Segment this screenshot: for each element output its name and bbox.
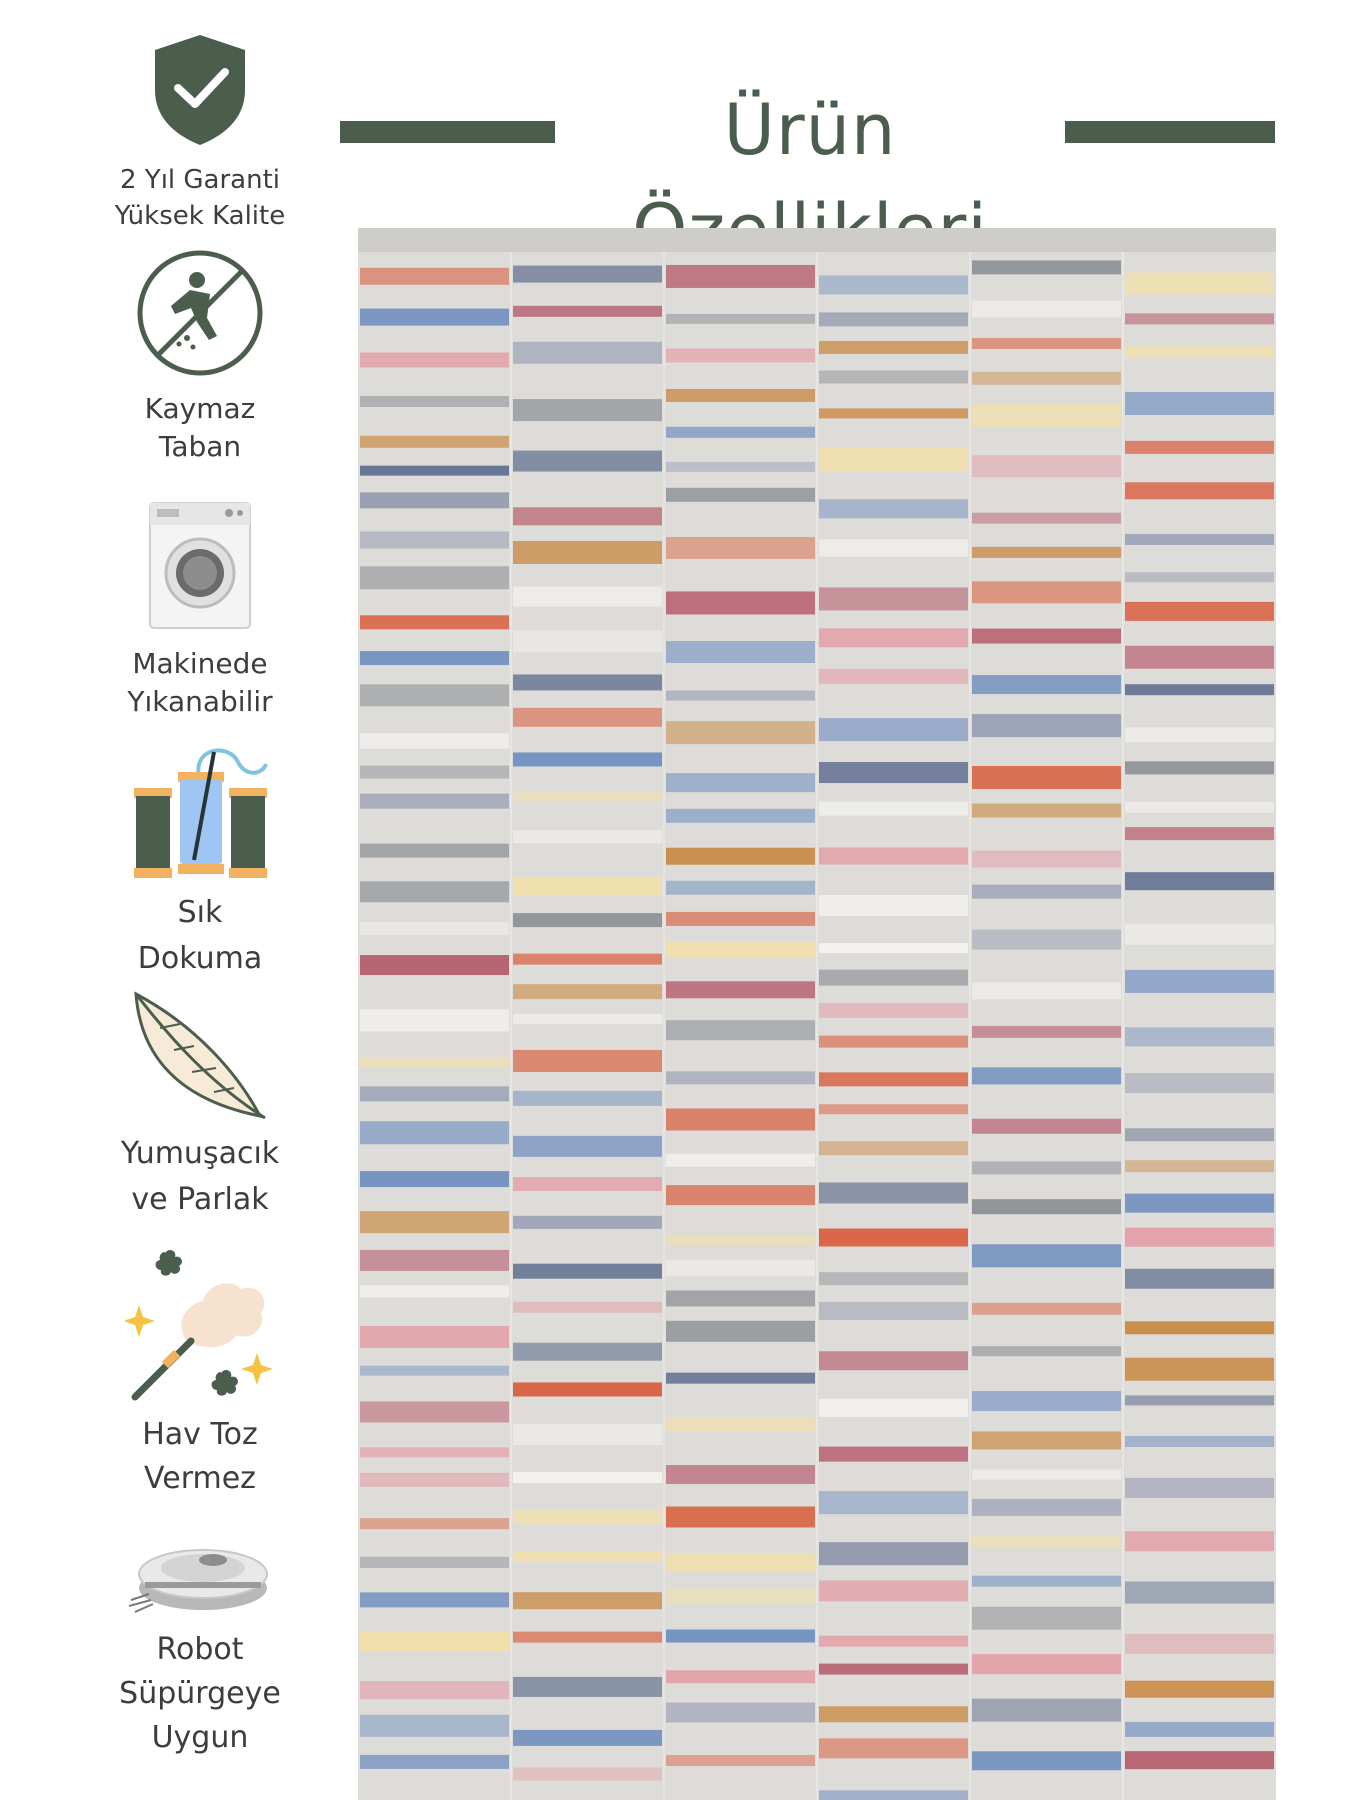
rug-stripe xyxy=(972,547,1121,558)
rug-stripe xyxy=(666,1465,815,1484)
rug-stripe xyxy=(360,1009,509,1031)
rug-stripe xyxy=(972,851,1121,868)
rug-stripe xyxy=(360,1401,509,1422)
rug-stripe xyxy=(972,1751,1121,1770)
rug-stripe xyxy=(819,499,968,518)
rug-stripe xyxy=(972,1161,1121,1174)
rug-stripe xyxy=(1125,1681,1274,1698)
feature-machine-wash-line-2: Yıkanabilir xyxy=(127,685,273,718)
rug-stripe xyxy=(972,455,1121,477)
rug-stripe xyxy=(666,881,815,895)
rug-stripe xyxy=(819,848,968,865)
rug-stripe xyxy=(819,1636,968,1647)
rug-stripe xyxy=(360,268,509,285)
rug-stripe xyxy=(513,1592,662,1609)
rug-stripe xyxy=(972,1499,1121,1516)
rug-stripe xyxy=(666,1703,815,1723)
shield-check-icon xyxy=(145,30,255,150)
rug-stripe xyxy=(513,630,662,652)
rug-stripe xyxy=(819,1447,968,1462)
rug-stripe xyxy=(819,1272,968,1285)
rug-stripe xyxy=(1125,802,1274,813)
rug-stripe xyxy=(972,372,1121,385)
rug-stripe xyxy=(972,1535,1121,1548)
rug-stripe xyxy=(819,1351,968,1370)
rug-stripe xyxy=(819,1790,968,1800)
rug-stripe xyxy=(513,1050,662,1072)
rug-stripe xyxy=(513,1091,662,1106)
rug-stripe xyxy=(666,1236,815,1246)
rug-stripe xyxy=(666,942,815,957)
rug-stripe xyxy=(513,1343,662,1361)
rug-stripe xyxy=(666,1185,815,1205)
rug-stripe xyxy=(666,1071,815,1084)
rug-stripe xyxy=(1125,313,1274,324)
rug-stripe xyxy=(513,1177,662,1191)
rug-stripe xyxy=(972,338,1121,349)
rug-stripe xyxy=(972,629,1121,644)
rug-stripe xyxy=(972,1699,1121,1722)
rug-stripe xyxy=(666,389,815,402)
feature-no-shedding-line-1: Hav Toz xyxy=(142,1417,258,1452)
rug-stripe xyxy=(513,1677,662,1697)
rug-stripe xyxy=(666,591,815,614)
rug-stripe xyxy=(666,1630,815,1643)
rug-stripe xyxy=(360,651,509,665)
rug-stripe xyxy=(1125,1269,1274,1289)
rug-stripe xyxy=(1125,1634,1274,1654)
rug-stripe xyxy=(1125,761,1274,774)
rug-stripe xyxy=(513,1510,662,1524)
rug-stripe xyxy=(1125,924,1274,945)
rug-stripe xyxy=(972,1067,1121,1084)
rug-stripe xyxy=(360,309,509,326)
rug-stripe xyxy=(666,1154,815,1167)
rug-stripe xyxy=(360,794,509,809)
rug-stripe xyxy=(666,314,815,324)
rug-stripe xyxy=(513,954,662,965)
rug-stripe xyxy=(513,1216,662,1229)
rug-stripe xyxy=(513,342,662,364)
title-bar-left xyxy=(340,121,555,143)
rug-stripe xyxy=(666,1506,815,1527)
rug-stripe xyxy=(1125,1751,1274,1769)
rug-stripe xyxy=(666,537,815,559)
rug-stripe xyxy=(513,792,662,802)
rug-stripe xyxy=(819,1228,968,1246)
rug-stripe xyxy=(819,539,968,556)
rug-stripe xyxy=(360,1326,509,1348)
rug-stripe xyxy=(513,708,662,727)
feature-non-slip-line-2: Taban xyxy=(158,430,242,463)
rug-stripe xyxy=(360,766,509,779)
rug-stripe xyxy=(666,1588,815,1604)
rug-stripe xyxy=(513,1302,662,1313)
rug-stripe xyxy=(360,1447,509,1457)
rug-stripe xyxy=(360,1250,509,1271)
rug-stripe xyxy=(1125,1478,1274,1498)
title-bar-right xyxy=(1065,121,1275,143)
rug-stripe xyxy=(1125,872,1274,890)
rug-stripe xyxy=(360,955,509,975)
feature-list xyxy=(100,20,300,1800)
rug-stripe xyxy=(513,830,662,843)
rug-stripe xyxy=(360,396,509,407)
rug-stripe xyxy=(1125,346,1274,358)
rug-stripe xyxy=(360,1592,509,1607)
rug-stripe xyxy=(819,1706,968,1722)
rug-stripe xyxy=(972,513,1121,524)
rug-stripe xyxy=(972,1431,1121,1449)
rug-stripe xyxy=(360,532,509,549)
feature-robot-vacuum-line-1: Robot xyxy=(156,1632,244,1667)
rug-stripe xyxy=(972,1607,1121,1630)
rug-stripe xyxy=(819,718,968,741)
rug-stripe xyxy=(819,669,968,684)
rug-stripe xyxy=(972,1654,1121,1674)
rug-stripe xyxy=(513,1730,662,1746)
rug-stripe xyxy=(360,1518,509,1529)
rug-stripe xyxy=(972,675,1121,694)
rug-stripe xyxy=(513,674,662,690)
rug-stripe xyxy=(666,981,815,998)
rug-stripe xyxy=(972,1303,1121,1315)
rug-stripe xyxy=(360,1681,509,1699)
feature-warranty xyxy=(100,30,300,234)
rug-stripe xyxy=(513,306,662,317)
rug-stripe xyxy=(819,1104,968,1114)
rug-stripe xyxy=(513,1424,662,1445)
rug-stripe xyxy=(819,1399,968,1417)
rug-stripe xyxy=(972,581,1121,603)
rug-stripe xyxy=(360,1366,509,1376)
feature-robot-vacuum-line-3: Uygun xyxy=(151,1720,249,1755)
rug-stripe xyxy=(819,1738,968,1758)
rug-stripe xyxy=(360,566,509,589)
rug-stripe xyxy=(819,408,968,418)
rug-stripe xyxy=(972,982,1121,999)
rug-stripe xyxy=(360,1755,509,1769)
feature-no-shedding xyxy=(100,1245,300,1501)
rug-stripe xyxy=(819,895,968,916)
rug-stripe xyxy=(666,427,815,438)
rug-stripe xyxy=(1125,392,1274,415)
rug-stripe xyxy=(819,1036,968,1048)
rug-stripe xyxy=(666,265,815,288)
rug-stripe xyxy=(360,1473,509,1487)
rug-stripe xyxy=(819,312,968,326)
rug-image xyxy=(358,228,1276,1800)
rug-stripe xyxy=(1125,646,1274,669)
rug-stripe xyxy=(1125,1194,1274,1213)
rug-stripe xyxy=(819,1580,968,1601)
rug-stripe xyxy=(819,275,968,294)
rug-stripe xyxy=(819,448,968,471)
rug-stripe xyxy=(972,1119,1121,1134)
rug-stripe xyxy=(513,587,662,607)
rug-stripe xyxy=(360,734,509,749)
rug-stripe xyxy=(360,1058,509,1068)
rug-stripe xyxy=(666,641,815,663)
rug-stripe xyxy=(972,1576,1121,1587)
rug-stripe xyxy=(360,1715,509,1737)
rug-stripe xyxy=(972,885,1121,899)
rug-stripe xyxy=(513,1551,662,1562)
feature-warranty-line-1: 2 Yıl Garanti xyxy=(120,165,280,195)
page-title xyxy=(340,80,1275,190)
rug-stripe xyxy=(1125,970,1274,993)
rug-stripe xyxy=(1125,482,1274,499)
rug-stripe xyxy=(972,1391,1121,1411)
rug-stripe xyxy=(666,721,815,744)
feature-soft-shiny xyxy=(100,988,300,1223)
feature-non-slip xyxy=(100,248,300,466)
rug-stripe xyxy=(1125,1228,1274,1247)
rug-stripe xyxy=(360,436,509,448)
rug-stripe xyxy=(1125,1321,1274,1334)
rug-stripe xyxy=(819,1491,968,1514)
rug-stripe xyxy=(972,260,1121,274)
rug-stripe xyxy=(819,970,968,986)
feature-non-slip-line-1: Kaymaz xyxy=(144,392,256,425)
rug-stripe xyxy=(1125,272,1274,294)
duster-icon xyxy=(125,1245,275,1405)
rug-stripe xyxy=(819,1182,968,1203)
washing-machine-icon xyxy=(145,498,255,633)
rug-stripe xyxy=(972,1470,1121,1480)
feature-machine-wash xyxy=(100,498,300,721)
rug-stripe xyxy=(1125,572,1274,582)
rug-stripe xyxy=(819,1664,968,1675)
rug-stripe xyxy=(819,1141,968,1155)
rug-stripe xyxy=(1125,1358,1274,1381)
rug-stripe xyxy=(819,628,968,647)
rug-stripe xyxy=(666,691,815,701)
feature-icon xyxy=(130,988,270,1123)
feature-machine-wash-line-1: Makinede xyxy=(132,647,268,680)
rug-stripe xyxy=(1125,1128,1274,1141)
rug-stripe xyxy=(1125,1436,1274,1447)
rug-stripe xyxy=(513,913,662,927)
rug-stripe xyxy=(666,1373,815,1384)
rug-stripe xyxy=(360,1557,509,1568)
rug-stripe xyxy=(666,348,815,362)
rug-stripe xyxy=(360,492,509,508)
rug-stripe xyxy=(666,1554,815,1572)
rug-stripe xyxy=(360,1285,509,1297)
rug-stripe xyxy=(360,1171,509,1187)
rug-stripe xyxy=(360,881,509,902)
rug-stripe xyxy=(1125,684,1274,695)
rug-stripe xyxy=(1125,1531,1274,1551)
rug-stripe xyxy=(1125,534,1274,545)
robot-vacuum-icon xyxy=(125,1530,275,1620)
rug-stripe xyxy=(666,1418,815,1431)
rug-stripe xyxy=(360,1086,509,1101)
rug-stripe xyxy=(666,1290,815,1306)
rug-stripe xyxy=(1125,727,1274,742)
rug-stripe xyxy=(819,1542,968,1565)
rug-stripe xyxy=(360,615,509,629)
feature-warranty-line-2: Yüksek Kalite xyxy=(114,201,286,231)
rug-stripe xyxy=(972,1346,1121,1356)
rug-stripe xyxy=(819,762,968,783)
rug-stripe xyxy=(972,404,1121,427)
title-text: Ürün xyxy=(723,89,897,171)
rug-stripe xyxy=(1125,602,1274,621)
rug-stripe xyxy=(819,341,968,354)
rug-stripe xyxy=(666,488,815,502)
rug-stripe xyxy=(819,943,968,953)
rug-stripe xyxy=(513,541,662,564)
feature-soft-shiny-line-1: Yumuşacık xyxy=(120,1136,280,1171)
rug-stripe xyxy=(666,1260,815,1276)
rug-stripe xyxy=(1125,1582,1274,1604)
rug-stripe xyxy=(666,809,815,823)
rug-stripe xyxy=(360,1121,509,1144)
thread-spools-icon xyxy=(128,740,273,880)
rug-stripe xyxy=(513,1768,662,1781)
feature-robot-vacuum xyxy=(100,1530,300,1760)
rug-stripe xyxy=(513,1014,662,1024)
rug-stripe xyxy=(360,353,509,368)
rug-stripe xyxy=(513,877,662,895)
rug-stripe xyxy=(513,399,662,421)
rug-stripe xyxy=(360,1211,509,1233)
rug-stripe xyxy=(666,1108,815,1130)
feature-dense-weave-line-2: Dokuma xyxy=(137,941,263,976)
rug-stripe xyxy=(360,844,509,858)
rug-stripe xyxy=(666,773,815,792)
rug-stripe xyxy=(513,1136,662,1157)
rug-stripe xyxy=(666,1670,815,1683)
rug-stripe xyxy=(1125,1160,1274,1172)
rug-stripe xyxy=(666,462,815,472)
rug-stripe xyxy=(819,1072,968,1086)
feature-soft-shiny-line-2: ve Parlak xyxy=(131,1182,269,1217)
rug-stripe xyxy=(513,1382,662,1396)
no-slip-icon xyxy=(135,248,265,378)
rug-stripe xyxy=(972,301,1121,318)
rug-stripe xyxy=(1125,1027,1274,1046)
rug-stripe xyxy=(513,451,662,472)
feature-dense-weave xyxy=(100,740,300,982)
rug-stripe xyxy=(666,1020,815,1040)
feature-robot-vacuum-line-2: Süpürgeye xyxy=(119,1676,281,1711)
rug-stripe xyxy=(819,1003,968,1018)
rug-stripe xyxy=(1125,1722,1274,1737)
rug-stripe xyxy=(513,984,662,999)
rug-stripe xyxy=(513,1632,662,1643)
rug-stripe xyxy=(972,930,1121,950)
rug-stripe xyxy=(1125,441,1274,454)
rug-stripe xyxy=(972,804,1121,818)
rug-stripe xyxy=(513,1472,662,1483)
rug-stripe xyxy=(819,1302,968,1320)
rug-stripe xyxy=(360,1631,509,1651)
rug-stripe xyxy=(666,1755,815,1766)
rug-stripe xyxy=(972,766,1121,789)
rug-stripe xyxy=(360,466,509,476)
rug-stripe xyxy=(1125,827,1274,840)
feature-no-shedding-line-2: Vermez xyxy=(144,1461,256,1496)
rug-stripe xyxy=(819,802,968,816)
rug-stripe xyxy=(513,1264,662,1279)
rug-stripe xyxy=(513,266,662,283)
rug-stripe xyxy=(972,1244,1121,1267)
rug-top-edge xyxy=(358,228,1276,252)
rug-stripe xyxy=(360,684,509,706)
rug-stripe xyxy=(972,1026,1121,1038)
rug-stripe xyxy=(666,912,815,926)
rug-stripe xyxy=(972,1199,1121,1214)
rug-stripe xyxy=(513,507,662,525)
rug-stripe xyxy=(360,922,509,935)
rug-stripe xyxy=(666,848,815,865)
rug-stripe xyxy=(819,371,968,384)
rug-stripe xyxy=(513,752,662,766)
rug-stripe xyxy=(1125,1073,1274,1093)
rug-stripe xyxy=(666,1321,815,1342)
rug-stripe xyxy=(1125,1395,1274,1405)
rug-stripe xyxy=(972,714,1121,737)
feature-dense-weave-line-1: Sık xyxy=(177,895,223,930)
rug-stripe xyxy=(819,587,968,610)
rug-pattern xyxy=(358,228,1276,1800)
